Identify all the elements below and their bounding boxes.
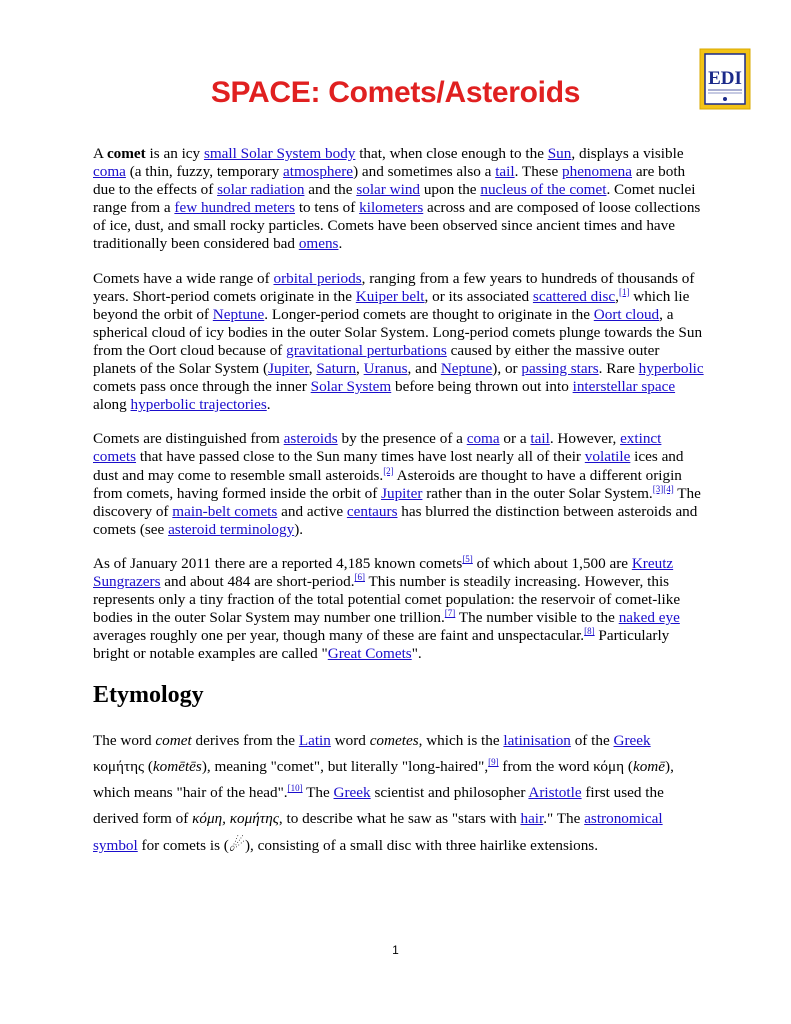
link-omens[interactable]: omens	[298, 235, 339, 253]
link-atmosphere[interactable]: atmosphere	[283, 163, 354, 181]
citation-ref[interactable]: [7]	[444, 608, 456, 619]
link-solar-wind[interactable]: solar wind	[356, 181, 421, 199]
link-coma[interactable]: coma	[93, 163, 126, 181]
paragraph-intro: A comet is an icy small Solar System body that, when close enough to the Sun, displays a visible coma (a thin, fuzzy, temporary atmosphere) and sometimes also a tail. These phenomena are both due to the effects of solar radiation and the solar wind upon the nucleus of the comet. Comet nuclei range from a few hundred meters to tens of kilometers across and are composed of loose collections of ice, dust, and small rocky particles. Comets have been observed since ancient times and have traditionally been considered bad omens.	[93, 145, 701, 253]
paragraph-orbits: Comets have a wide range of orbital periods, ranging from a few years to hundreds of thousands of years. Short-period comets originate in the Kuiper belt, or its associated scattered disc,[1] which lie beyond the orbit of Neptune. Longer-period comets are thought to originate in the Oort cloud, a spherical cloud of icy bodies in the outer Solar System. Long-period comets plunge towards the Sun from the Oort cloud because of gravitational perturbations caused by either the massive outer planets of the Solar System (Jupiter, Saturn, Uranus, and Neptune), or passing stars. Rare hyperbolic comets pass once through the inner Solar System before being thrown out into interstellar space along hyperbolic trajectories.	[93, 269, 704, 414]
citation-ref[interactable]: [1]	[618, 286, 630, 297]
link-solar-radiation[interactable]: solar radiation	[217, 181, 305, 199]
link-asteroids[interactable]: asteroids	[283, 430, 338, 448]
link-jupiter[interactable]: Jupiter	[381, 484, 423, 502]
link-neptune[interactable]: Neptune	[440, 360, 493, 378]
link-nucleus-of-the-comet[interactable]: nucleus of the comet	[480, 181, 607, 199]
link-phenomena[interactable]: phenomena	[562, 163, 633, 181]
link-astronomical-symbol[interactable]: astronomical symbol	[93, 810, 663, 855]
link-sun[interactable]: Sun	[547, 145, 572, 162]
link-tail[interactable]: tail	[530, 430, 550, 448]
link-hyperbolic-trajectories[interactable]: hyperbolic trajectories	[130, 396, 267, 414]
citation-ref[interactable]: [8]	[584, 626, 595, 637]
citation-ref[interactable]: [6]	[354, 571, 365, 582]
section-heading-etymology: Etymology	[93, 682, 204, 709]
link-latin[interactable]: Latin	[298, 732, 331, 750]
link-naked-eye[interactable]: naked eye	[618, 609, 680, 627]
link-extinct-comets[interactable]: extinct comets	[93, 430, 662, 466]
link-latinisation[interactable]: latinisation	[503, 732, 571, 750]
svg-text:EDI: EDI	[708, 68, 742, 89]
link-greek[interactable]: Greek	[613, 732, 651, 750]
link-greek[interactable]: Greek	[333, 784, 371, 802]
link-main-belt-comets[interactable]: main-belt comets	[172, 502, 278, 520]
paragraph-etymology: The word comet derives from the Latin word cometes, which is the latinisation of the Greek κομήτης (komētēs), meaning "comet", but literally "long-haired",[9] from the word κόμη (komē), which means "hair of the head".[10] The Greek scientist and philosopher Aristotle first used the derived form of κόμη, κομήτης, to describe what he saw as "stars with hair." The astronomical symbol for comets is (☄), consisting of a small disc with three hairlike extensions.	[93, 732, 674, 856]
link-passing-stars[interactable]: passing stars	[521, 360, 599, 378]
link-small-solar-system-body[interactable]: small Solar System body	[203, 145, 356, 162]
link-interstellar-space[interactable]: interstellar space	[572, 378, 676, 396]
link-volatile[interactable]: volatile	[584, 448, 631, 466]
link-orbital-periods[interactable]: orbital periods	[273, 269, 362, 287]
link-asteroid-terminology[interactable]: asteroid terminology	[168, 520, 295, 538]
link-oort-cloud[interactable]: Oort cloud	[593, 305, 660, 323]
citation-ref[interactable]: [3]	[652, 483, 664, 494]
citation-ref[interactable]: [4]	[663, 483, 674, 494]
paragraph-counts: As of January 2011 there are a reported 4,185 known comets[5] of which about 1,500 are Kreutz Sungrazers and about 484 are short-period.[6] This number is steadily increasing. However, this represents only a tiny fraction of the total potential comet population: the reservoir of comet-like bodies in the outer Solar System may number one trillion.[7] The number visible to the naked eye averages roughly one per year, though many of these are faint and unspectacular.[8] Particularly bright or notable examples are called "Great Comets".	[93, 553, 681, 663]
link-great-comets[interactable]: Great Comets	[327, 645, 412, 663]
link-aristotle[interactable]: Aristotle	[528, 784, 582, 802]
link-solar-system[interactable]: Solar System	[310, 378, 392, 396]
link-neptune[interactable]: Neptune	[212, 305, 265, 323]
citation-ref[interactable]: [5]	[462, 553, 473, 564]
link-kuiper-belt[interactable]: Kuiper belt	[355, 287, 425, 305]
page-title: SPACE: Comets/Asteroids	[210, 76, 581, 109]
link-hair[interactable]: hair	[520, 810, 544, 828]
citation-ref[interactable]: [9]	[488, 757, 499, 768]
link-jupiter[interactable]: Jupiter	[268, 360, 309, 378]
link-saturn[interactable]: Saturn	[316, 360, 357, 378]
paragraph-asteroids: Comets are distinguished from asteroids by the presence of a coma or a tail. However, extinct comets that have passed close to the Sun many times have lost nearly all of their volatile ices and dust and may come to resemble small asteroids.[2] Asteroids are thought to have a different origin from comets, having formed inside the orbit of Jupiter rather than in the outer Solar System.[3][4] The discovery of main-belt comets and active centaurs has blurred the distinction between asteroids and comets (see asteroid terminology).	[93, 430, 701, 538]
link-scattered-disc[interactable]: scattered disc	[532, 287, 616, 305]
comet-symbol-icon: ☄	[228, 835, 245, 856]
link-few-hundred-meters[interactable]: few hundred meters	[174, 199, 296, 217]
citation-ref[interactable]: [2]	[383, 465, 394, 476]
citation-ref[interactable]: [10]	[287, 783, 303, 794]
article-body	[93, 145, 705, 875]
link-kreutz-sungrazers[interactable]: Kreutz Sungrazers	[93, 554, 674, 590]
link-coma[interactable]: coma	[466, 430, 500, 448]
link-centaurs[interactable]: centaurs	[346, 502, 398, 520]
link-kilometers[interactable]: kilometers	[359, 199, 424, 217]
link-gravitational-perturbations[interactable]: gravitational perturbations	[286, 341, 447, 359]
link-hyperbolic[interactable]: hyperbolic	[638, 360, 704, 378]
link-uranus[interactable]: Uranus	[363, 360, 408, 378]
link-tail[interactable]: tail	[495, 163, 515, 181]
page-number: 1	[392, 943, 399, 957]
